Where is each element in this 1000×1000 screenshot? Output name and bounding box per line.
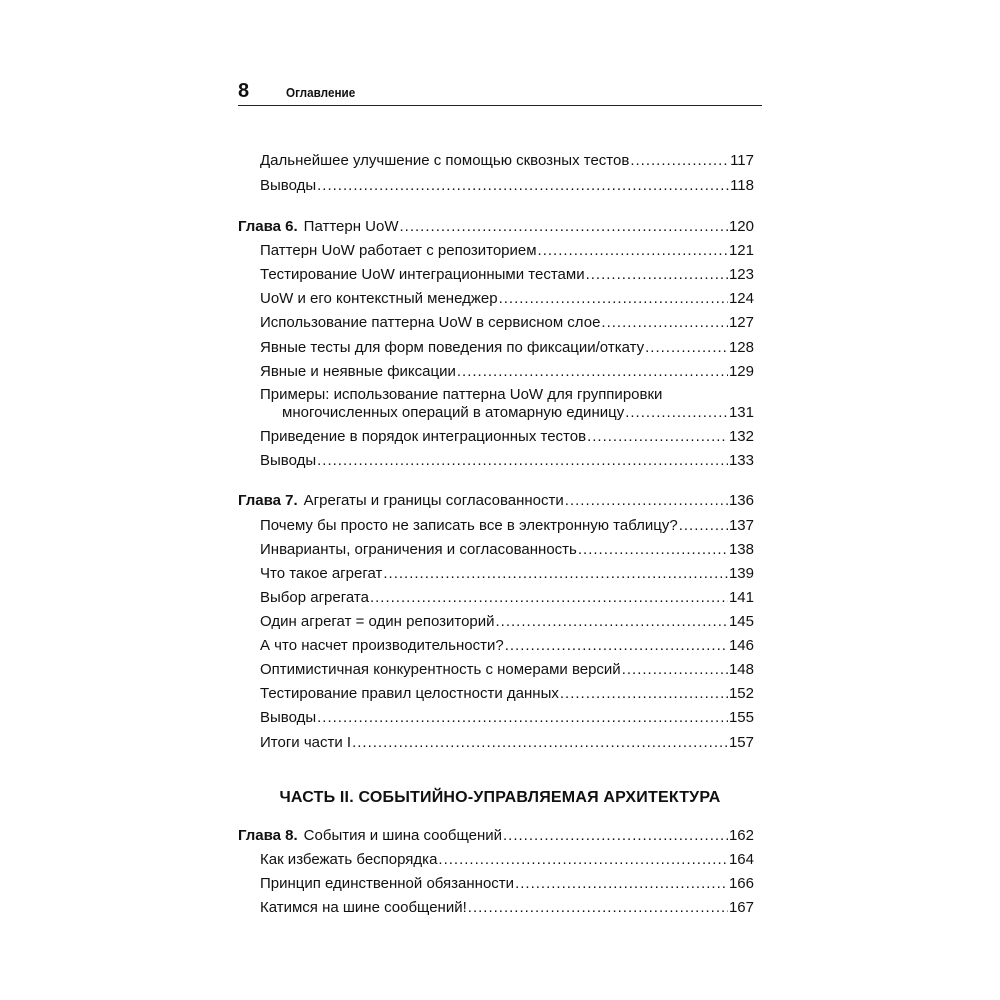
toc-entry-page: 117 <box>730 152 754 169</box>
toc-entry-title: Оптимистичная конкурентность с номерами версий <box>260 661 621 678</box>
toc-entry-page: 167 <box>728 899 754 916</box>
toc-entry <box>260 851 754 869</box>
toc-leader <box>601 314 728 332</box>
toc-entry-title: Что такое агрегат <box>260 565 383 582</box>
toc-leader <box>457 363 728 381</box>
toc-entry-page: 128 <box>728 339 754 356</box>
toc-entry-page: 152 <box>728 685 754 702</box>
toc-entry-title: Приведение в порядок интеграционных тестов <box>260 428 587 445</box>
toc-entry <box>260 339 754 357</box>
toc-entry <box>260 661 754 679</box>
toc-entry-title-line2: многочисленных операций в атомарную единицу <box>282 404 625 421</box>
toc-entry <box>260 685 754 703</box>
toc-chapter-8 <box>238 827 754 845</box>
toc-entry-title: Выводы <box>260 709 317 726</box>
toc-leader <box>560 685 728 703</box>
toc-entry-title-line1: Примеры: использование паттерна UoW для группировки <box>260 386 663 403</box>
toc-chapter-7 <box>238 492 754 510</box>
toc-entry-page: 148 <box>728 661 754 678</box>
chapter-page: 120 <box>728 218 754 235</box>
toc-leader <box>587 428 728 446</box>
toc-entry-title: Использование паттерна UoW в сервисном слое <box>260 314 601 331</box>
toc-entry <box>260 709 754 727</box>
chapter-label: Глава 7. <box>238 492 298 509</box>
page-header <box>238 80 762 106</box>
toc-entry-page: 146 <box>728 637 754 654</box>
chapter-page: 136 <box>728 492 754 509</box>
toc-entry-page: 131 <box>728 404 754 421</box>
toc-entry-page: 145 <box>728 613 754 630</box>
toc-entry-page: 132 <box>728 428 754 445</box>
toc-leader <box>468 899 728 917</box>
toc-leader <box>317 709 728 727</box>
toc-entry-title: Явные и неявные фиксации <box>260 363 456 380</box>
toc-leader <box>370 589 728 607</box>
toc-entry-page: 133 <box>728 452 754 469</box>
toc-leader <box>503 827 728 845</box>
toc-entry-title: Катимся на шине сообщений! <box>260 899 467 916</box>
chapter-label: Глава 6. <box>238 218 298 235</box>
toc-entry-title: Один агрегат = один репозиторий <box>260 613 495 630</box>
toc-entry <box>260 266 754 284</box>
toc-leader <box>352 734 728 752</box>
toc-entry-page: 164 <box>728 851 754 868</box>
toc-entry-page: 139 <box>728 565 754 582</box>
toc-entry <box>260 589 754 607</box>
toc-entry-page: 121 <box>728 242 754 259</box>
toc-leader <box>317 177 729 195</box>
toc-entry <box>260 517 754 535</box>
toc-entry-title: UoW и его контекстный менеджер <box>260 290 498 307</box>
toc-entry-title: Выводы <box>260 452 317 469</box>
toc-entry-title: А что насчет производительности? <box>260 637 504 654</box>
chapter-page: 162 <box>728 827 754 844</box>
chapter-title: Паттерн UoW <box>303 218 399 235</box>
toc-entry-title: Выводы <box>260 177 317 194</box>
toc-leader <box>438 851 728 869</box>
toc-entry-title: Итоги части I <box>260 734 352 751</box>
toc-leader <box>496 613 728 631</box>
toc-entry-title: Тестирование правил целостности данных <box>260 685 559 702</box>
toc-entry <box>260 363 754 381</box>
toc-entry <box>260 734 754 752</box>
toc-entry <box>260 452 754 470</box>
toc-entry-title: Принцип единственной обязанности <box>260 875 515 892</box>
toc-leader <box>565 492 728 510</box>
toc-entry-page: 138 <box>728 541 754 558</box>
toc-entry <box>260 290 754 308</box>
toc-leader <box>586 266 728 284</box>
toc-entry <box>260 428 754 446</box>
toc-leader <box>538 242 728 260</box>
toc-entry-title: Инварианты, ограничения и согласованность <box>260 541 577 558</box>
toc-entry-title: Паттерн UoW работает с репозиторием <box>260 242 537 259</box>
toc-leader <box>499 290 728 308</box>
chapter-label: Глава 8. <box>238 827 298 844</box>
toc-entry-page: 157 <box>728 734 754 751</box>
toc-entry-page: 118 <box>730 177 754 194</box>
toc-entry <box>260 152 754 170</box>
chapter-title: События и шина сообщений <box>303 827 503 844</box>
toc-chapter-6 <box>238 218 754 236</box>
part-heading: ЧАСТЬ II. СОБЫТИЙНО-УПРАВЛЯЕМАЯ АРХИТЕКТУРА <box>279 789 721 806</box>
toc-entry <box>260 177 754 195</box>
toc-entry-page: 124 <box>728 290 754 307</box>
toc-leader <box>317 452 728 470</box>
toc-leader <box>400 218 728 236</box>
toc-entry-page: 129 <box>728 363 754 380</box>
toc-entry-page: 155 <box>728 709 754 726</box>
toc-leader <box>645 339 728 357</box>
toc-entry <box>260 541 754 559</box>
toc-entry-page: 127 <box>728 314 754 331</box>
toc-leader <box>679 517 728 535</box>
toc-leader <box>622 661 728 679</box>
toc-leader <box>515 875 728 893</box>
toc-entry <box>260 242 754 260</box>
toc-leader <box>578 541 728 559</box>
toc-entry-title: Дальнейшее улучшение с помощью сквозных тестов <box>260 152 630 169</box>
toc-entry-multiline <box>260 386 754 422</box>
toc-leader <box>505 637 728 655</box>
toc-entry <box>260 899 754 917</box>
toc-leader <box>630 152 729 170</box>
header-rule <box>238 105 762 106</box>
toc-entry-title: Тестирование UoW интеграционными тестами <box>260 266 585 283</box>
toc-entry-title: Явные тесты для форм поведения по фиксации/откату <box>260 339 645 356</box>
toc-entry-page: 141 <box>728 589 754 606</box>
toc-entry <box>260 875 754 893</box>
toc-entry-title: Выбор агрегата <box>260 589 369 606</box>
toc-entry-page: 166 <box>728 875 754 892</box>
running-title: Оглавление <box>286 85 356 100</box>
page-number: 8 <box>238 80 250 102</box>
toc-entry-title: Как избежать беспорядка <box>260 851 438 868</box>
toc-leader <box>383 565 728 583</box>
toc-entry <box>260 565 754 583</box>
toc-entry <box>260 637 754 655</box>
toc-entry-title: Почему бы просто не записать все в электронную таблицу? <box>260 517 678 534</box>
toc-leader <box>625 404 728 422</box>
chapter-title: Агрегаты и границы согласованности <box>303 492 564 509</box>
toc-entry <box>260 314 754 332</box>
toc-entry-page: 123 <box>728 266 754 283</box>
toc-entry-page: 137 <box>728 517 754 534</box>
toc-entry <box>260 613 754 631</box>
